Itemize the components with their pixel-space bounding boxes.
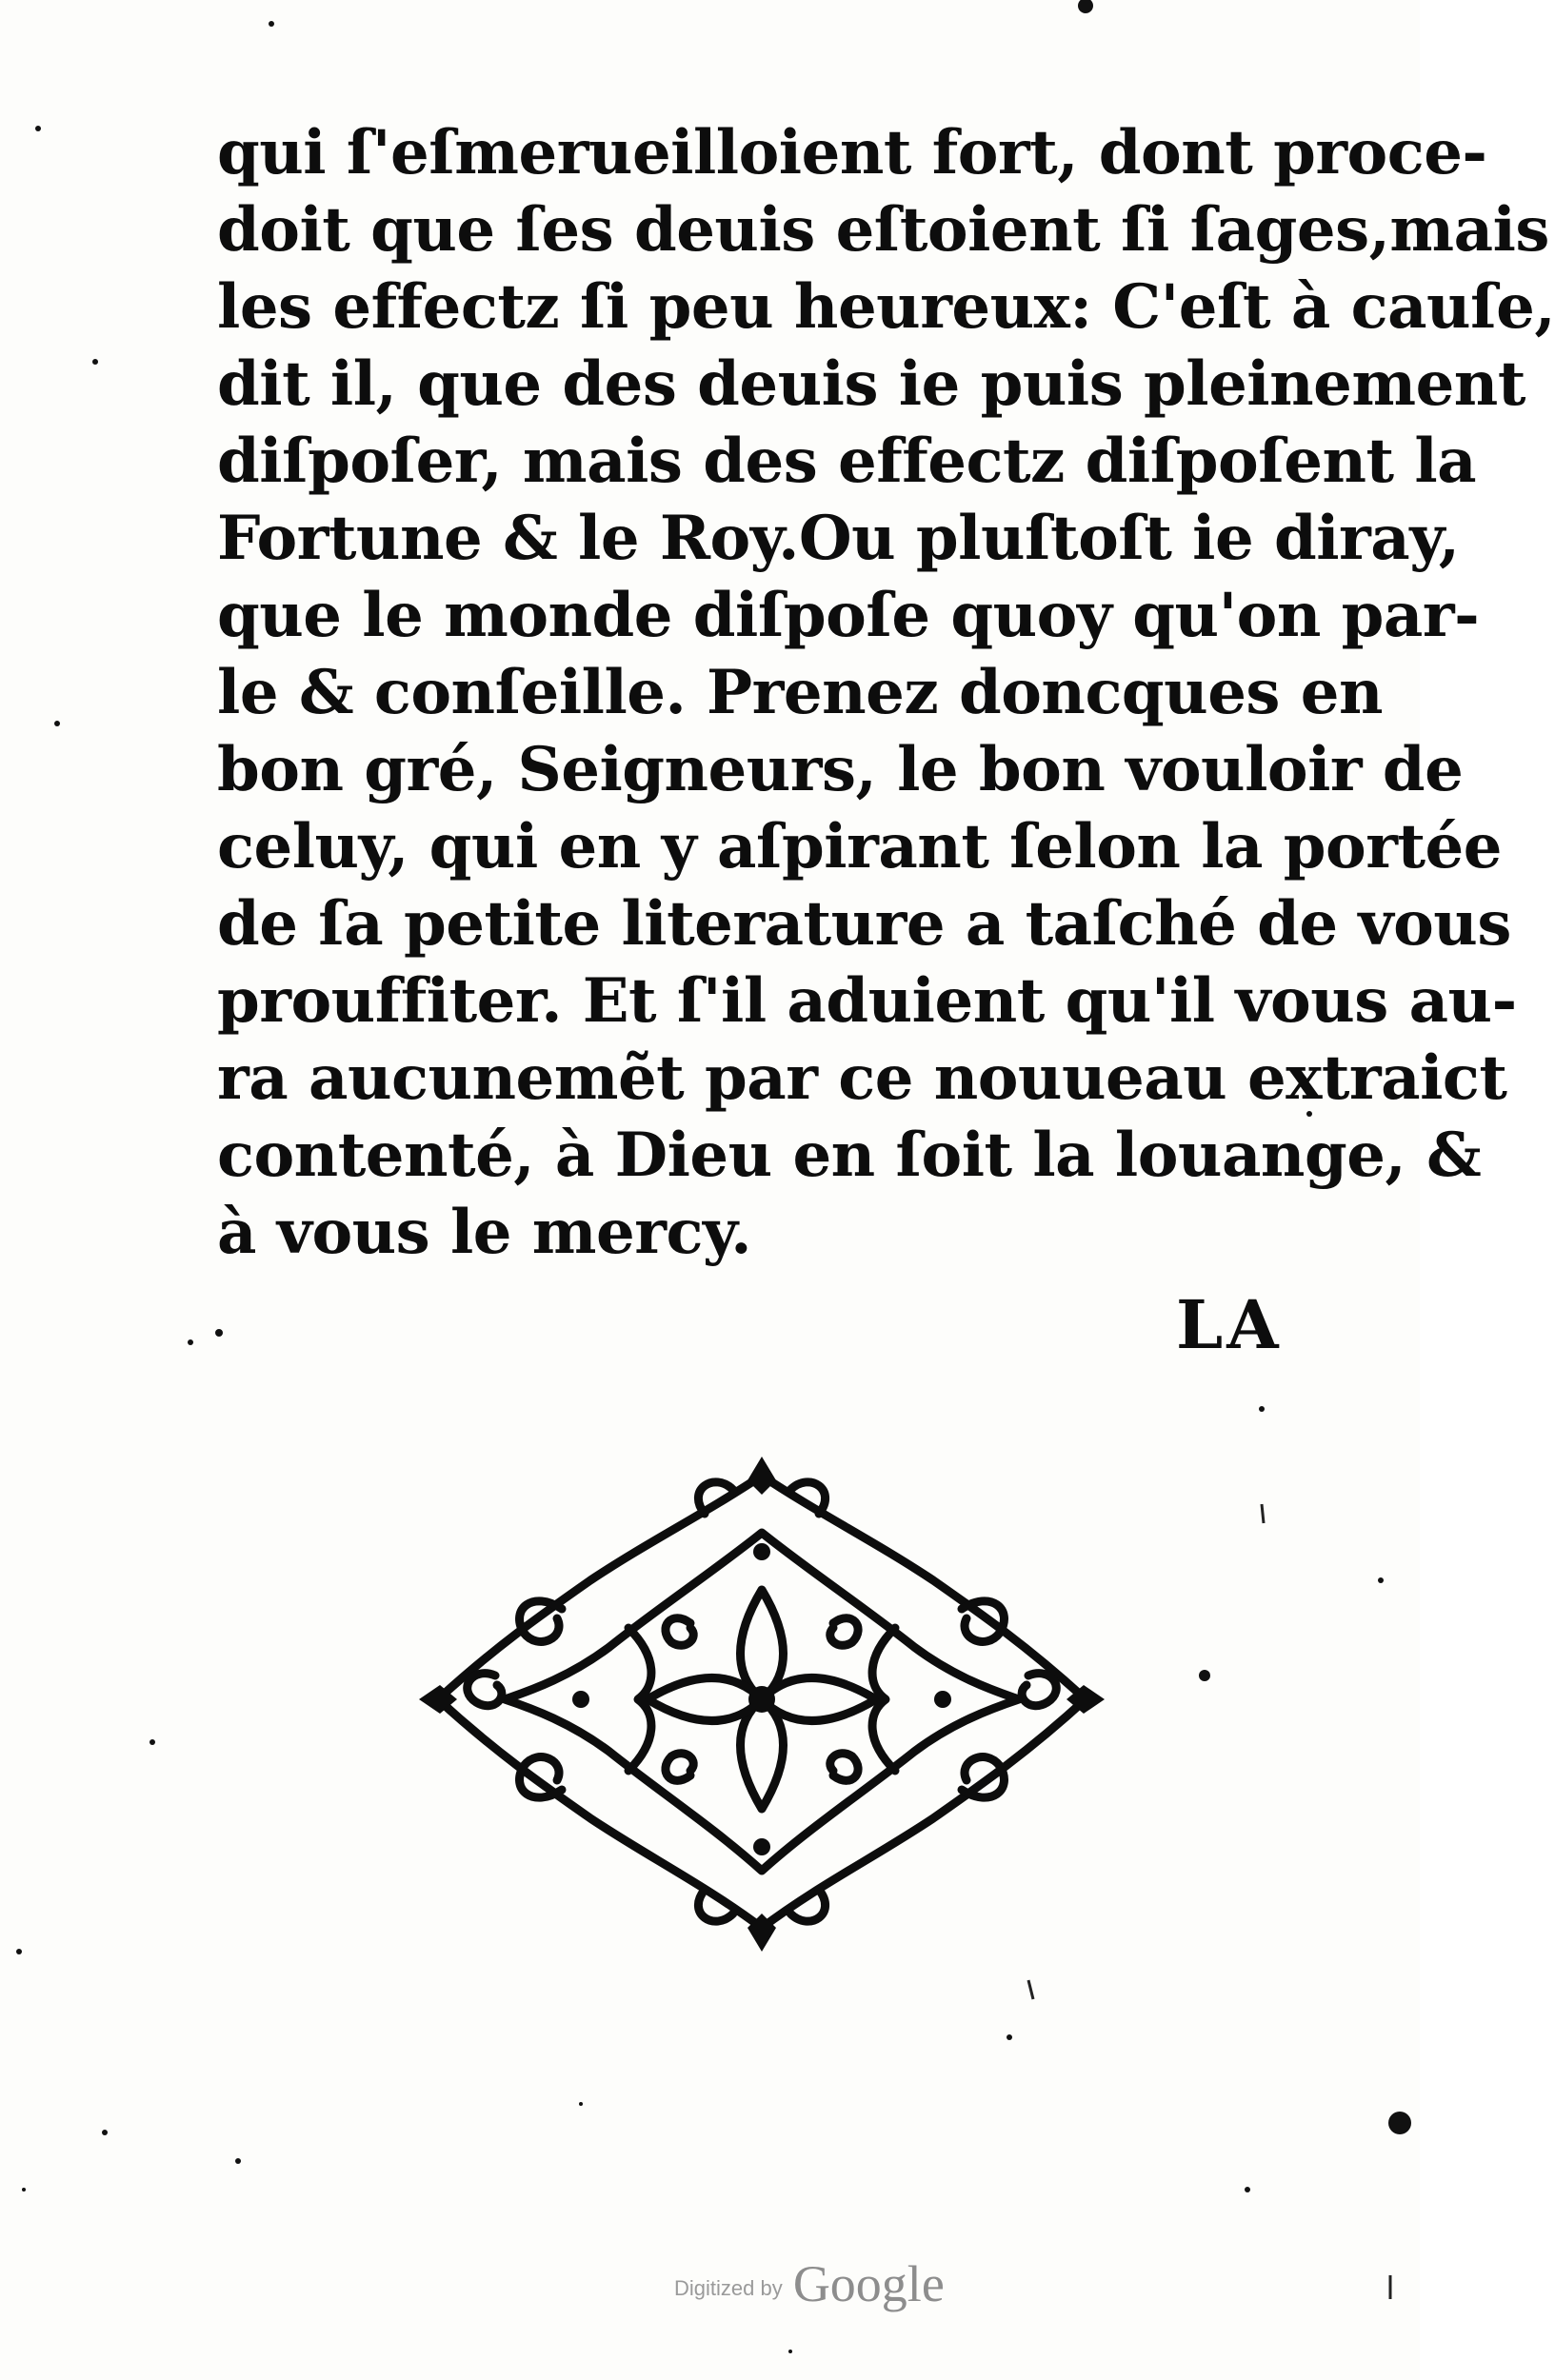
text-line: doit que ſes deuis eſtoient ſi ſages,mais bbox=[217, 194, 1549, 266]
text-line: à vous le mercy. bbox=[217, 1197, 752, 1268]
text-line: de ſa petite literature a taſché de vous bbox=[217, 888, 1511, 960]
text-line: prouffiter. Et ſ'il aduient qu'il vous au- bbox=[217, 965, 1517, 1037]
text-line: ra aucunemẽt par ce nouueau extraict bbox=[217, 1042, 1507, 1114]
digitized-watermark bbox=[674, 2254, 945, 2313]
text-line: les effectz ſi peu heureux: C'eſt à cauſe, bbox=[217, 271, 1555, 343]
text-line: que le monde diſpoſe quoy qu'on par- bbox=[217, 580, 1480, 651]
main-text bbox=[217, 114, 1555, 1271]
text-line: celuy, qui en y aſpirant ſelon la portée bbox=[217, 811, 1502, 883]
text-line: Fortune & le Roy.Ou pluſtoſt ie diray, bbox=[217, 503, 1460, 574]
google-logo: Google bbox=[792, 2255, 945, 2312]
digitized-prefix: Digitized by bbox=[674, 2276, 783, 2300]
catchword: LA bbox=[1176, 1285, 1283, 1364]
text-line: dit il, que des deuis ie puis pleinement bbox=[217, 348, 1525, 420]
printers-ornament bbox=[419, 1457, 1105, 1952]
text-line: le & conſeille. Prenez doncques en bbox=[217, 657, 1383, 728]
text-line: diſpoſer, mais des effectz diſpoſent la bbox=[217, 426, 1477, 497]
text-line: qui ſ'eſmerueilloient fort, dont proce- bbox=[217, 117, 1487, 188]
text-line: contenté, à Dieu en ſoit la louange, & bbox=[217, 1120, 1482, 1191]
text-line: bon gré, Seigneurs, le bon vouloir de bbox=[217, 734, 1464, 805]
